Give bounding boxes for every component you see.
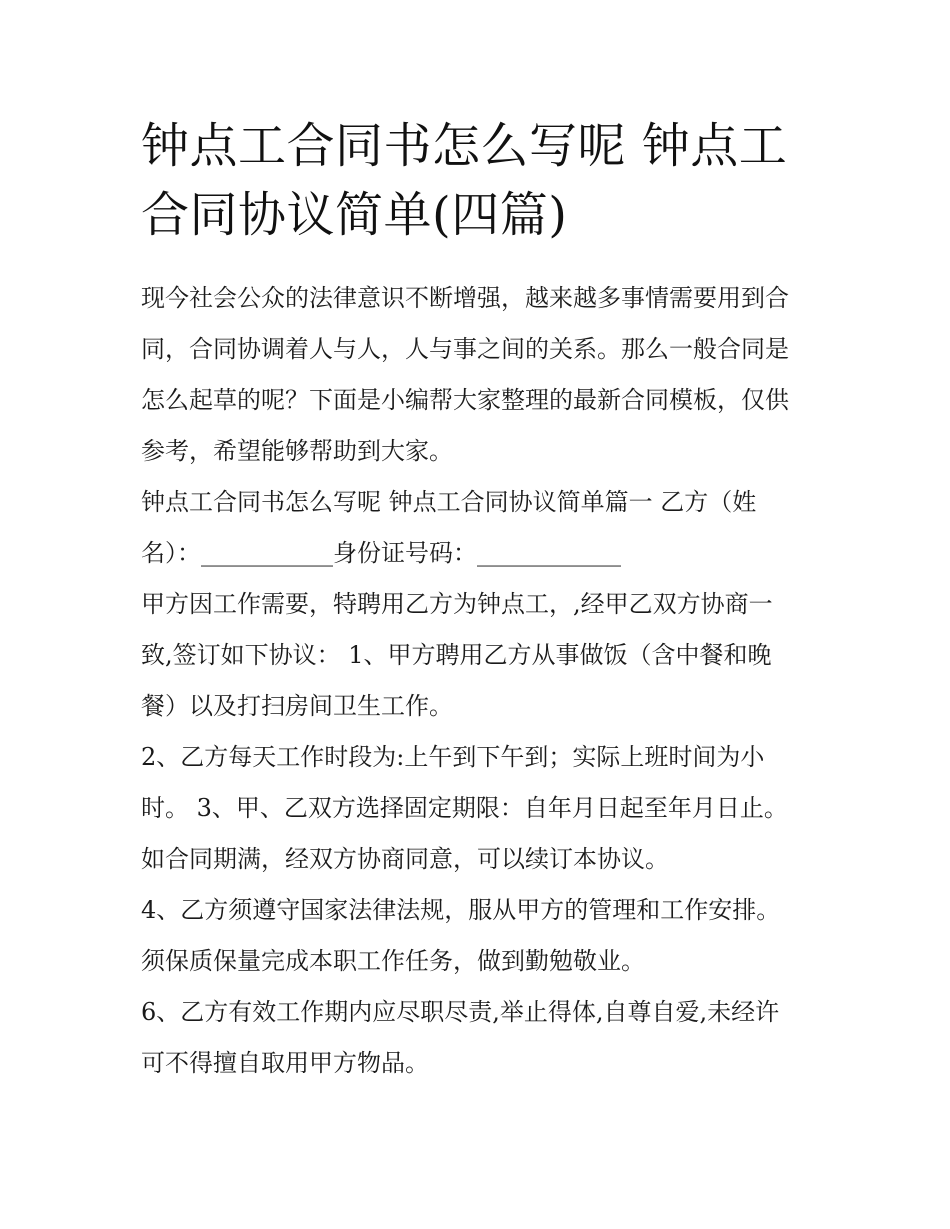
paragraph-clause-2-3: 2、乙方每天工作时段为:上午到下午到；实际上班时间为小 时。 3、甲、乙双方选择固定期限：自年月日起至年月日止。 如合同期满，经双方协商同意，可以续订本协议。	[141, 743, 788, 873]
paragraph-clause-4: 4、乙方须遵守国家法律法规，服从甲方的管理和工作安排。 须保质保量完成本职工作任务，做到勤勉敬业。	[141, 896, 781, 975]
paragraph-clause-6: 6、乙方有效工作期内应尽职尽责,举止得体,自尊自爱,未经许 可不得擅自取用甲方物品。	[141, 998, 780, 1077]
title-spacer	[141, 250, 821, 273]
document-title: 钟点工合同书怎么写呢 钟点工 合同协议简单(四篇)	[141, 118, 788, 243]
paragraph-intro: 现今社会公众的法律意识不断增强，越来越多事情需要用到合 同，合同协调着人与人，人与事之间的关系。那么一般合同是 怎么起草的呢？下面是小编帮大家整理的最新合同模板，仅供 参考，希望能够帮助到大家。	[141, 284, 789, 465]
document-body	[141, 112, 821, 1089]
paragraph-clause-1: 甲方因工作需要，特聘用乙方为钟点工，,经甲乙双方协商一 致,签订如下协议： 1、甲方聘用乙方从事做饭（含中餐和晚 餐）以及打扫房间卫生工作。	[141, 590, 773, 720]
paragraph-party-b-info: 钟点工合同书怎么写呢 钟点工合同协议简单篇一 乙方（姓 名）：___________身份证号码：____________	[141, 488, 757, 567]
